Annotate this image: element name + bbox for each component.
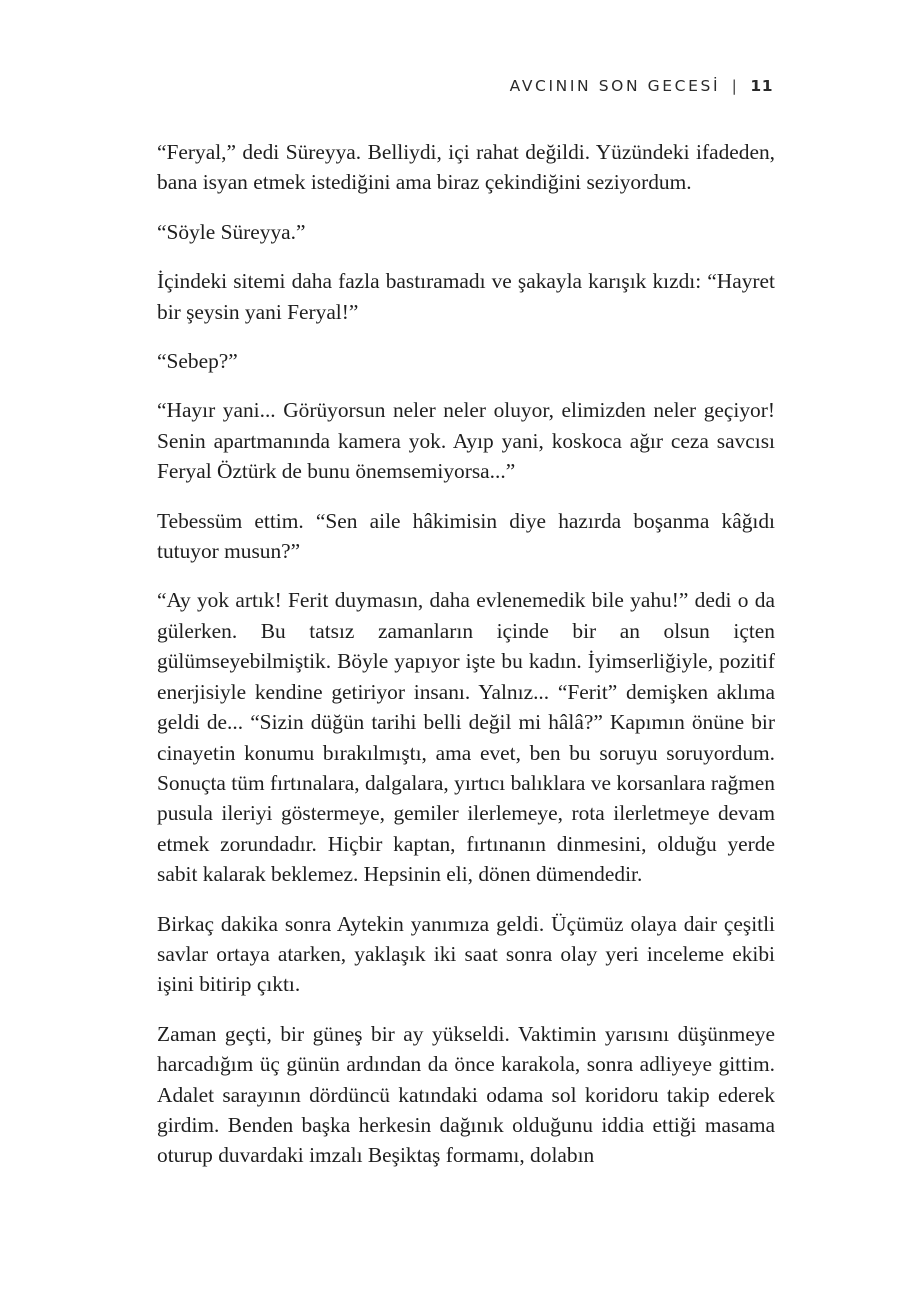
paragraph-2: “Söyle Süreyya.” <box>157 219 306 244</box>
paragraph-9: Zaman geçti, bir güneş bir ay yükseldi. Vaktimin yarısını düşünmeye harcadığım üç günün ardından da önce karakola, sonra adliyeye gittim. Adalet sarayının dördüncü katındaki odama sol koridoru takip ederek girdim. Benden başka herkesin dağınık olduğunu iddia ettiği masama oturup duvardaki imzalı Beşiktaş formamı, dolabın <box>157 1021 775 1168</box>
paragraph-5: “Hayır yani... Görüyorsun neler neler oluyor, elimizden neler geçiyor! Senin apartmanında kamera yok. Ayıp yani, koskoca ağır ceza savcısı Feryal Öztürk de bunu önemsemiyorsa...” <box>157 398 775 484</box>
body-text <box>157 137 775 1190</box>
paragraph-6: Tebessüm ettim. “Sen aile hâkimisin diye hazırda boşanma kâğıdı tutuyor musun?” <box>157 508 775 564</box>
book-title: AVCININ SON GECESİ <box>509 77 721 95</box>
page-number: 11 <box>750 77 773 95</box>
paragraph-1: “Feryal,” dedi Süreyya. Belliydi, içi rahat değildi. Yüzündeki ifadeden, bana isyan etmek istediğini ama biraz çekindiğini seziyordum. <box>157 140 775 195</box>
paragraph-8: Birkaç dakika sonra Aytekin yanımıza geldi. Üçümüz olaya dair çeşitli savlar ortaya atarken, yaklaşık iki saat sonra olay yeri inceleme ekibi işini bitirip çıktı. <box>157 911 775 997</box>
paragraph-3: İçindeki sitemi daha fazla bastıramadı ve şakayla karışık kızdı: “Hayret bir şeysin yani Feryal!” <box>157 269 775 324</box>
paragraph-7: “Ay yok artık! Ferit duymasın, daha evlenemedik bile yahu!” dedi o da gülerken. Bu tatsız zamanların içinde bir an olsun içten gülümseyebilmiştik. Böyle yapıyor işte bu kadın. İyimserliğiyle, pozitif enerjisiyle kendine getiriyor insanı. Yalnız... “Ferit” demişken aklıma geldi de... “Sizin düğün tarihi belli değil mi hâlâ?” Kapımın önüne bir cinayetin konumu bırakılmıştı, ama evet, ben bu soruyu soruyordum. Sonuçta tüm fırtınalara, dalgalara, yırtıcı balıklara ve korsanlara rağmen pusula ileriyi göstermeye, gemiler ilerlemeye, rota ilerletmeye devam etmek zorundadır. Hiçbir kaptan, fırtınanın dinmesini, olduğu yerde sabit kalarak beklemez. Hepsinin eli, dönen dümendedir. <box>157 588 775 887</box>
paragraph-4: “Sebep?” <box>157 349 238 374</box>
running-header <box>510 74 773 98</box>
header-separator: | <box>731 77 737 95</box>
